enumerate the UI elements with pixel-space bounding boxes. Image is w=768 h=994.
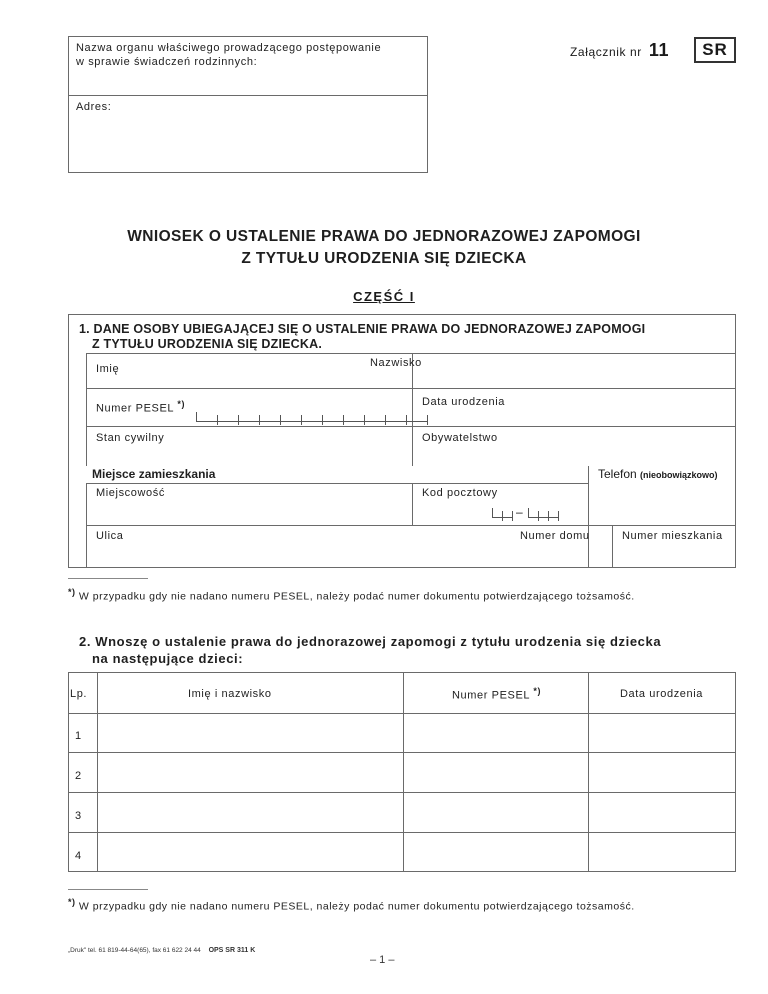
postal-code-label: Kod pocztowy: [422, 487, 498, 499]
section1-footnote-mark: *): [68, 587, 76, 597]
pesel-footnote-mark: *): [177, 399, 186, 409]
address-box: [68, 95, 428, 173]
form-code-footer: OPS SR 311 K: [208, 947, 256, 954]
organ-label-line1: Nazwa organu właściwego prowadzącego postępowanie: [76, 42, 382, 54]
section2-footnote-text: W przypadku gdy nie nadano numeru PESEL, należy podać numer dokumentu potwierdzającego tożsamość.: [78, 900, 635, 913]
flat-number-label: Numer mieszkania: [622, 530, 723, 542]
section1-heading-line1: 1. DANE OSOBY UBIEGAJĄCEJ SIĘ O USTALENIE PRAWA DO JEDNORAZOWEJ ZAPOMOGI: [79, 322, 646, 336]
address-label: Adres:: [76, 101, 112, 113]
locality-label: Miejscowość: [96, 487, 165, 499]
postal-dash: –: [516, 505, 523, 519]
birth-date-label: Data urodzenia: [422, 396, 506, 408]
printer-info: [68, 947, 255, 954]
section2-footnote-mark: *): [68, 897, 76, 907]
annex: [570, 40, 669, 61]
section2-heading-line1: 2. Wnoszę o ustalenie prawa do jednorazowej zapomogi z tytułu urodzenia się dziecka: [79, 634, 662, 649]
pesel-digit-boxes[interactable]: [196, 412, 428, 422]
children-table: [68, 672, 736, 872]
residence-label: Miejsce zamieszkania: [92, 467, 216, 481]
section2-footnote: [68, 897, 635, 913]
postal-code-prefix-boxes[interactable]: [492, 508, 513, 518]
printer-info-text: „Druk" tel. 61 819-44-64(65), fax 61 622 24 44: [68, 947, 201, 954]
table-row-number: 3: [75, 810, 82, 822]
col-name-header: Imię i nazwisko: [188, 688, 272, 700]
col-pesel-header-text: Numer PESEL: [452, 689, 530, 702]
part-label: CZĘŚĆ I: [353, 289, 415, 304]
table-row-number: 2: [75, 770, 82, 782]
col-lp-header: Lp.: [70, 688, 88, 700]
first-name-label: Imię: [96, 363, 120, 375]
table-row-number: 4: [75, 850, 82, 862]
house-number-label: Numer domu: [520, 530, 590, 542]
form-code-badge: [694, 37, 736, 63]
title-line1: WNIOSEK O USTALENIE PRAWA DO JEDNORAZOWEJ ZAPOMOGI: [127, 228, 641, 245]
citizenship-label: Obywatelstwo: [422, 432, 498, 444]
annex-label: Załącznik nr: [570, 45, 642, 59]
pesel-label: [96, 399, 185, 415]
phone-label: [598, 467, 718, 481]
postal-code-suffix-boxes[interactable]: [528, 508, 559, 518]
form-code: SR: [702, 40, 728, 59]
page-number: – 1 –: [370, 954, 395, 966]
street-label: Ulica: [96, 530, 124, 542]
col-birth-date-header: Data urodzenia: [620, 688, 704, 700]
col-pesel-footnote-mark: *): [533, 686, 542, 696]
section1-heading-line2: Z TYTUŁU URODZENIA SIĘ DZIECKA.: [92, 337, 323, 351]
organ-label-line2: w sprawie świadczeń rodzinnych:: [76, 56, 258, 68]
annex-number: 11: [648, 40, 670, 60]
table-row-number: 1: [75, 730, 82, 742]
last-name-label: Nazwisko: [370, 357, 422, 369]
section1-footnote-text: W przypadku gdy nie nadano numeru PESEL, należy podać numer dokumentu potwierdzającego tożsamość.: [78, 590, 635, 603]
section2-heading-line2: na następujące dzieci:: [92, 651, 244, 666]
marital-status-label: Stan cywilny: [96, 432, 165, 444]
phone-note: (nieobowiązkowo): [640, 470, 718, 480]
section1-footnote: [68, 587, 635, 603]
title-line2: Z TYTUŁU URODZENIA SIĘ DZIECKA: [241, 250, 527, 267]
col-pesel-header: [452, 686, 541, 702]
pesel-label-text: Numer PESEL: [96, 402, 174, 415]
phone-label-text: Telefon: [598, 467, 637, 481]
